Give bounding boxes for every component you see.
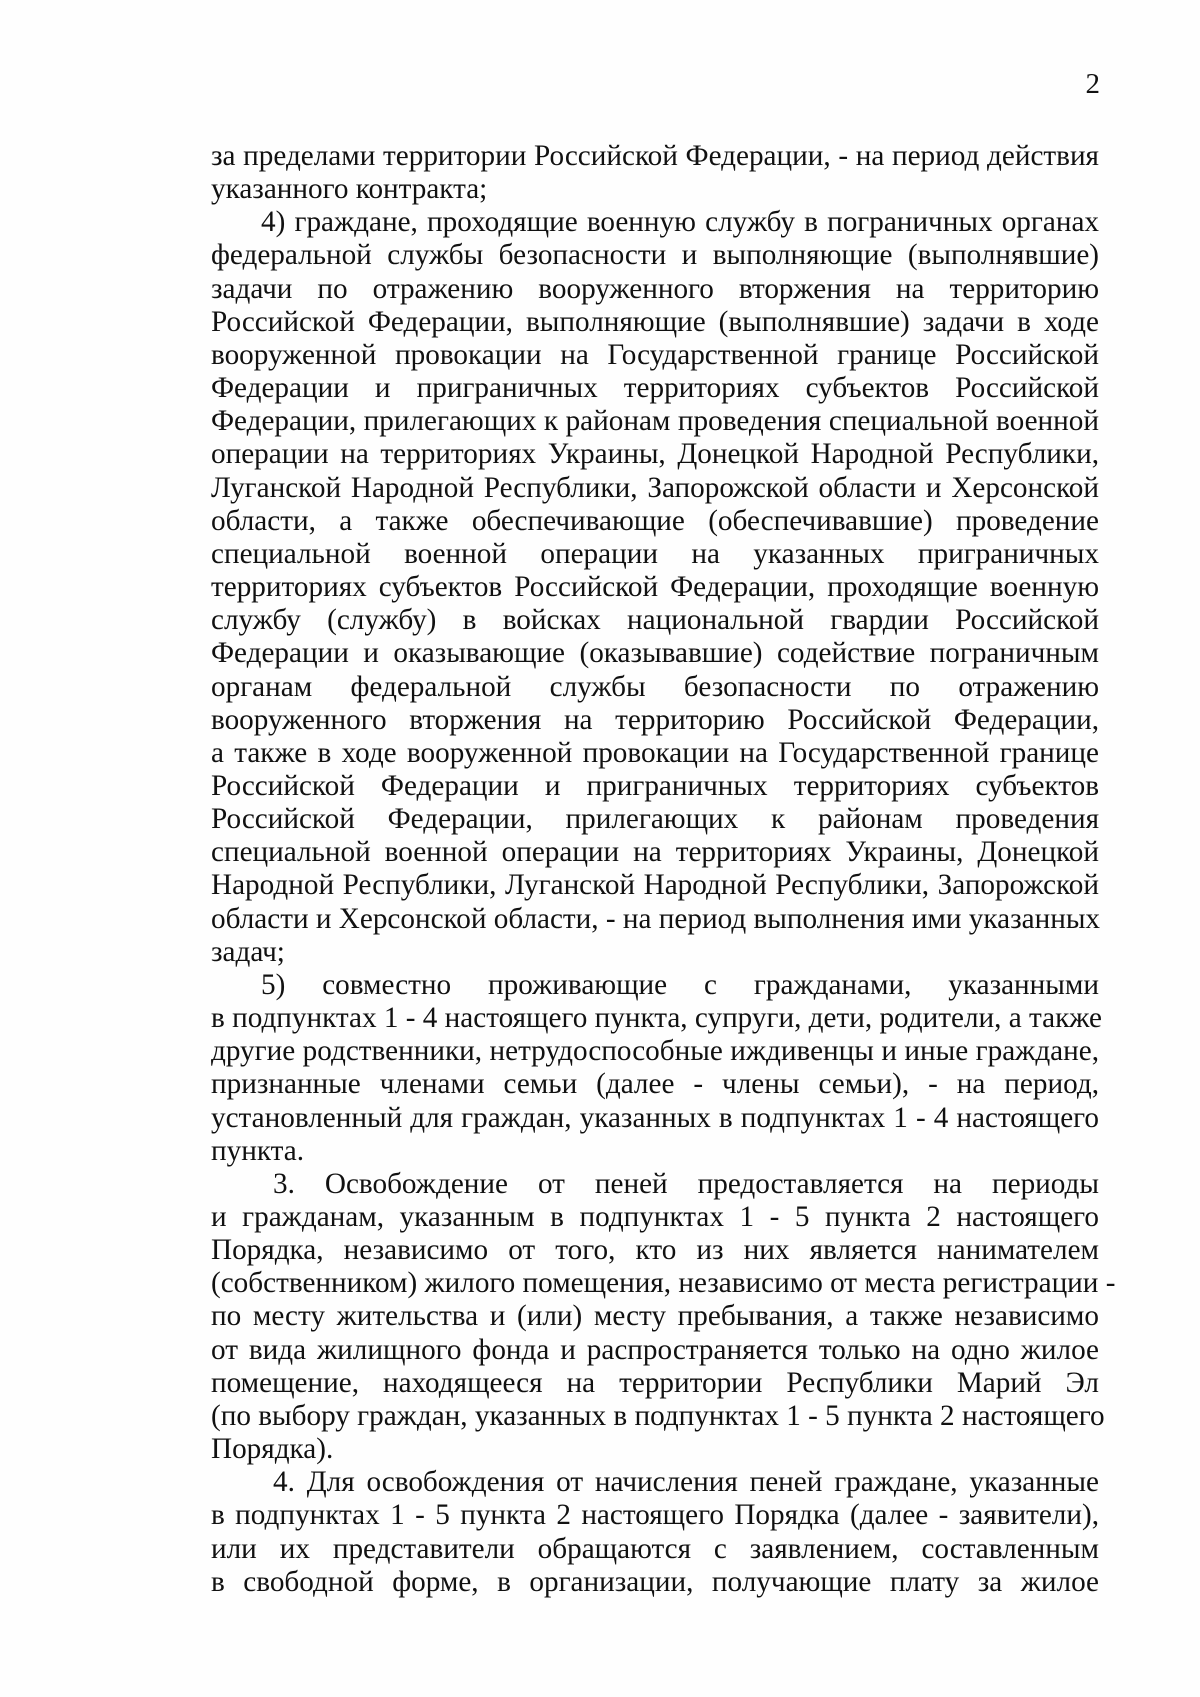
text-line: территориях субъектов Российской Федерации, проходящие военную — [211, 571, 1099, 604]
text-line: области и Херсонской области, - на период выполнения ими указанных — [211, 902, 1101, 935]
text-line: службу (службу) в войсках национальной гвардии Российской — [211, 604, 1099, 637]
text-line: федеральной службы безопасности и выполняющие (выполнявшие) — [211, 239, 1099, 272]
text-line: Луганской Народной Республики, Запорожской области и Херсонской — [211, 471, 1099, 504]
text-line: 4) граждане, проходящие военную службу в пограничных органах — [261, 206, 1099, 239]
text-line: задач; — [211, 935, 285, 968]
text-line: Федерации и приграничных территориях субъектов Российской — [211, 372, 1099, 405]
paragraph-section-3 — [211, 1167, 1116, 1466]
text-line: Народной Республики, Луганской Народной Республики, Запорожской — [211, 869, 1099, 902]
text-line: за пределами территории Российской Федерации, - на период действия — [211, 140, 1099, 172]
text-line: (собственником) жилого помещения, независимо от места регистрации - — [211, 1267, 1116, 1300]
paragraph-section-4 — [211, 1466, 1099, 1599]
text-line: Российской Федерации и приграничных территориях субъектов — [211, 769, 1099, 802]
text-line: пункта. — [211, 1134, 304, 1167]
text-line: в свободной форме, в организации, получающие плату за жилое — [211, 1565, 1099, 1598]
text-line: установленный для граждан, указанных в подпунктах 1 - 4 настоящего — [211, 1101, 1099, 1134]
document-body — [211, 140, 1116, 1599]
paragraph-item-5 — [211, 968, 1102, 1168]
text-line: в подпунктах 1 - 4 настоящего пункта, супруги, дети, родители, а также — [211, 1002, 1102, 1035]
text-line: 5) совместно проживающие с гражданами, указанными — [261, 968, 1099, 1001]
text-line: от вида жилищного фонда и распространяется только на одно жилое — [211, 1333, 1099, 1366]
text-line: органам федеральной службы безопасности по отражению — [211, 670, 1099, 703]
text-line: Федерации, прилегающих к районам проведения специальной военной — [211, 405, 1099, 438]
text-line: Российской Федерации, прилегающих к районам проведения — [211, 803, 1099, 836]
text-line: или их представители обращаются с заявлением, составленным — [211, 1532, 1099, 1565]
text-line: области, а также обеспечивающие (обеспечивавшие) проведение — [211, 504, 1099, 537]
text-line: помещение, находящееся на территории Республики Марий Эл — [211, 1366, 1099, 1399]
text-line: Порядка, независимо от того, кто из них является нанимателем — [211, 1234, 1099, 1267]
text-line: (по выбору граждан, указанных в подпунктах 1 - 5 пункта 2 настоящего — [211, 1399, 1105, 1432]
text-line: 4. Для освобождения от начисления пеней граждане, указанные — [273, 1466, 1099, 1499]
text-line: Порядка). — [211, 1433, 334, 1466]
text-line: специальной военной операции на территориях Украины, Донецкой — [211, 836, 1099, 869]
text-line: Федерации и оказывающие (оказывавшие) содействие пограничным — [211, 637, 1099, 670]
text-line: по месту жительства и (или) месту пребывания, а также независимо — [211, 1300, 1099, 1333]
text-line: и гражданам, указанным в подпунктах 1 - 5 пункта 2 настоящего — [211, 1201, 1099, 1233]
text-line: 3. Освобождение от пеней предоставляется на периоды — [273, 1167, 1099, 1200]
text-line: Российской Федерации, выполняющие (выполнявшие) задачи в ходе — [211, 305, 1099, 338]
text-line: операции на территориях Украины, Донецкой Народной Республики, — [211, 438, 1099, 471]
text-line: вооруженного вторжения на территорию Российской Федерации, — [211, 703, 1099, 736]
page-number: 2 — [1085, 68, 1100, 100]
text-line: а также в ходе вооруженной провокации на Государственной границе — [211, 736, 1099, 769]
paragraph-continuation — [211, 140, 1099, 206]
text-line: в подпунктах 1 - 5 пункта 2 настоящего Порядка (далее - заявители), — [211, 1499, 1099, 1532]
text-line: специальной военной операции на указанных приграничных — [211, 537, 1099, 570]
text-line: другие родственники, нетрудоспособные иждивенцы и иные граждане, — [211, 1035, 1099, 1068]
text-line: указанного контракта; — [211, 173, 488, 206]
paragraph-item-4 — [211, 206, 1099, 969]
text-line: задачи по отражению вооруженного вторжения на территорию — [211, 272, 1099, 305]
text-line: признанные членами семьи (далее - члены семьи), - на период, — [211, 1068, 1099, 1101]
text-line: вооруженной провокации на Государственной границе Российской — [211, 338, 1099, 371]
